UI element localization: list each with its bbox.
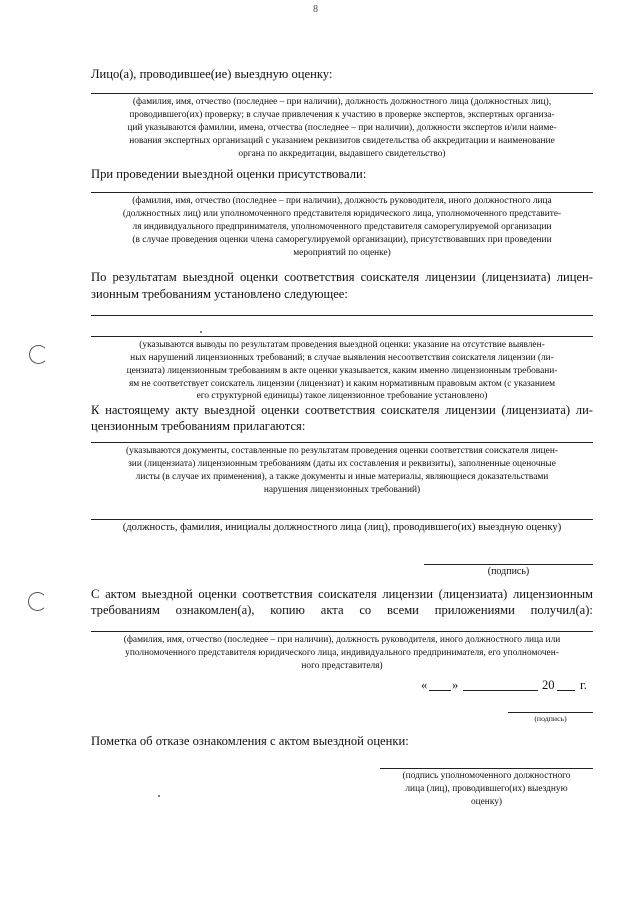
refusal-note-line: лица (лиц), проводившего(их) выездную xyxy=(405,784,568,794)
present-note-line: мероприятий по оценке) xyxy=(293,248,391,258)
punch-hole-bottom xyxy=(28,592,47,611)
signature-label: (подпись) xyxy=(487,566,530,577)
date-day-line xyxy=(429,690,451,691)
present-note-line: (в случае проведения оценки члена саморегулируемой организации), присутствовавших при проведении xyxy=(132,235,552,245)
signature-line xyxy=(424,564,593,565)
acquainted-word: получил(а): xyxy=(530,603,593,617)
inspectors-note-line: органа по аккредитации, выдавшего свидетельство) xyxy=(238,149,446,159)
dust-speck xyxy=(158,795,160,797)
acquainted-note-line: уполномоченного представителя юридического лица, индивидуального предпринимателя, его уполномочен- xyxy=(125,648,559,658)
attached-note-line: зии (лицензиата) лицензионным требованиям (даты их составления и реквизиты), заполненные оценочные xyxy=(128,459,556,469)
official-note: (должность, фамилия, инициалы должностного лица (лиц), проводившего(их) выездную оценку) xyxy=(122,522,562,533)
present-note-line: (фамилия, имя, отчество (последнее – при наличии), должность руководителя, иного должностного лица xyxy=(132,196,552,206)
attached-fill-line xyxy=(91,442,593,443)
inspectors-heading: Лицо(а), проводившее(ие) выездную оценку: xyxy=(91,67,333,81)
acquainted-word: акта xyxy=(320,603,344,617)
results-note-line: (указываются выводы по результатам проведения выездной оценки: указание на отсутствие выявлен- xyxy=(139,340,545,350)
results-heading-line-1: По результатам выездной оценки соответствия соискателя лицензии (лицензиата) лицен- xyxy=(91,270,593,284)
acquainted-word: всеми xyxy=(387,603,419,617)
date-month-line xyxy=(463,690,538,691)
inspectors-note-line: нования экспертных организаций с указанием реквизитов свидетельства об аккредитации и наименование xyxy=(129,136,555,146)
present-fill-line xyxy=(91,192,593,193)
official-fill-line xyxy=(91,519,593,520)
results-fill-line-2 xyxy=(91,336,593,337)
refusal-note-line: оценку) xyxy=(470,797,503,807)
results-note-line: его структурной единицы) такое лицензионное требование установлено) xyxy=(196,391,488,401)
dust-speck xyxy=(200,331,202,333)
acquainted-note-line: ного представителя) xyxy=(301,661,383,671)
punch-hole-top xyxy=(29,345,48,364)
present-note-line: ля индивидуального предпринимателя, уполномоченного представителя саморегулируемой организации xyxy=(132,222,552,232)
acquainted-word: приложениями xyxy=(434,603,515,617)
attached-heading-line-2: цензионным требованиям прилагаются: xyxy=(91,419,306,433)
page-number: 8 xyxy=(313,4,318,15)
results-fill-line-1 xyxy=(91,315,593,316)
results-heading-line-2: зионным требованиям установлено следующее: xyxy=(91,287,348,301)
inspectors-note-line: ций указываются фамилии, имена, отчества (последнее – при наличии), должности экспертов и/или наиме- xyxy=(127,123,557,133)
date-year-prefix: 20 xyxy=(542,678,555,692)
inspectors-fill-line xyxy=(91,93,593,94)
date-open-quote: « xyxy=(421,678,428,692)
attached-note-line: листы (в случае их применения), а также документы и иные материалы, являющиеся доказательствами xyxy=(135,472,549,482)
results-note-line: цензиата) лицензионным требованиям в акте оценки указывается, каким именно лицензионным требовани- xyxy=(126,366,558,376)
acquainted-word: требованиям xyxy=(91,603,160,617)
results-note-line: ных нарушений лицензионных требований; в случае выявления несоответствия соискателя лицензии (ли- xyxy=(130,353,554,363)
small-signature-label: (подпись) xyxy=(534,714,567,723)
inspectors-note-line: (фамилия, имя, отчество (последнее – при наличии), должность должностного лица (должностных лиц), xyxy=(132,97,552,107)
acquainted-word: ознакомлен(а), xyxy=(175,603,255,617)
date-close-quote: » xyxy=(452,678,459,692)
acquainted-word: со xyxy=(359,603,372,617)
acquainted-heading-line-1: С актом выездной оценки соответствия соискателя лицензии (лицензиата) лицензионным xyxy=(91,587,593,601)
small-signature-line xyxy=(508,712,593,713)
attached-note-line: нарушения лицензионных требований) xyxy=(263,485,421,495)
attached-note-line: (указываются документы, составленные по результатам проведения оценки соответствия соискателя лицен- xyxy=(126,446,558,456)
acquainted-fill-line xyxy=(91,631,593,632)
acquainted-word: копию xyxy=(270,603,305,617)
results-note-line: ям не соответствует соискатель лицензии (лицензиат) и каким нормативным правовым актом (с указанием xyxy=(128,379,556,389)
date-year-line xyxy=(557,690,575,691)
refusal-fill-line xyxy=(380,768,593,769)
refusal-heading: Пометка об отказе ознакомления с актом выездной оценки: xyxy=(91,734,409,748)
present-note-line: (должностных лиц) или уполномоченного представителя юридического лица, уполномоченного представите- xyxy=(122,209,562,219)
date-year-suffix: г. xyxy=(580,678,587,692)
present-heading: При проведении выездной оценки присутствовали: xyxy=(91,167,367,181)
inspectors-note-line: проводившего(их) проверку; в случае привлечения к участию в проверке экспертов, экспертных организа- xyxy=(129,110,555,120)
refusal-note-line: (подпись уполномоченного должностного xyxy=(402,771,571,781)
acquainted-heading-line-2 xyxy=(91,602,593,618)
acquainted-note-line: (фамилия, имя, отчество (последнее – при наличии), должность руководителя, иного должностного лица или xyxy=(123,635,561,645)
attached-heading-line-1: К настоящему акту выездной оценки соответствия соискателя лицензии (лицензиата) ли- xyxy=(91,403,593,417)
